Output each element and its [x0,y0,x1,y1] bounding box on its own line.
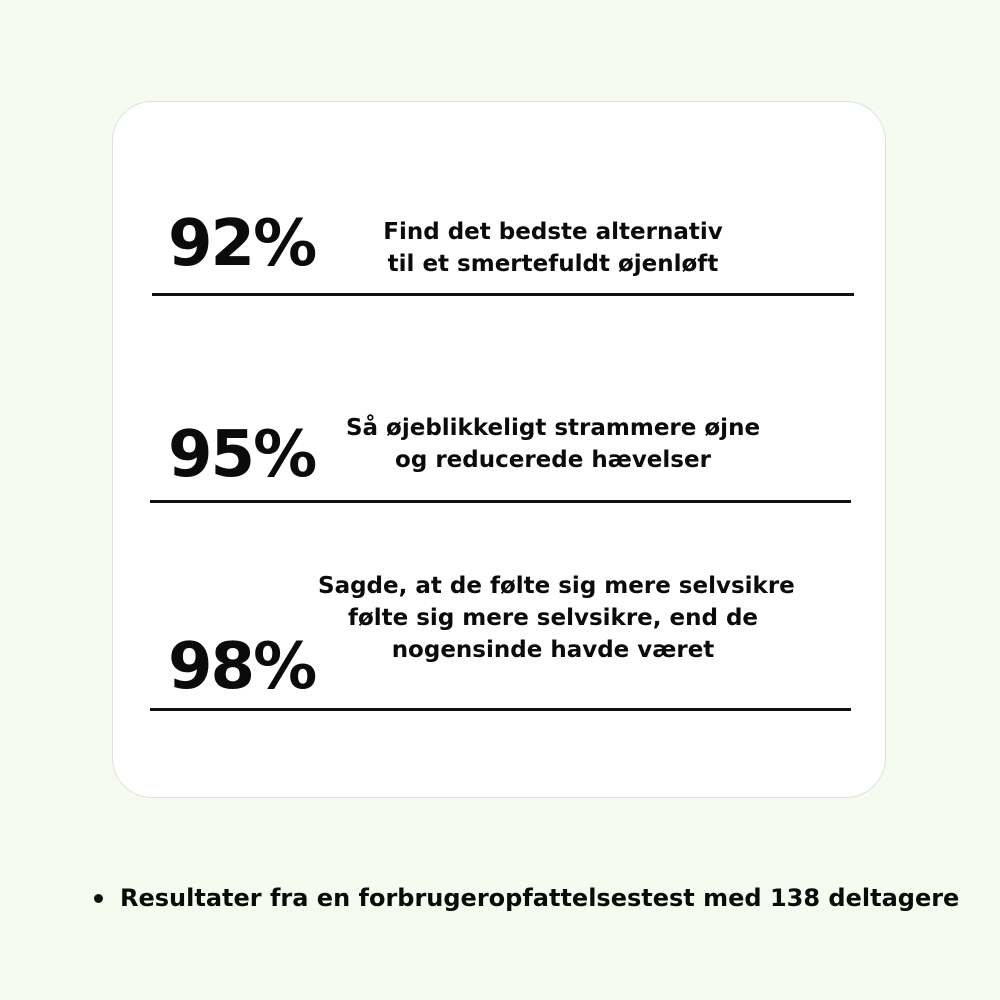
stat-2-percentage: 95% [168,418,316,492]
stat-1-description [318,216,788,280]
stat-2-divider [150,500,851,503]
stat-1-percentage: 92% [168,207,316,281]
stat-3-percentage: 98% [168,630,316,704]
stats-card [112,101,886,798]
footnote-text: Resultater fra en forbrugeropfattelsestest med 138 deltagere [120,884,960,912]
stat-3-line-3: nogensinde havde været [391,637,715,664]
stat-2-line-2: og reducerede hævelser [395,447,711,474]
stat-3-description [318,570,795,667]
footnote [94,884,959,912]
stat-3-divider [150,708,851,711]
stat-1-line-2: til et smertefuldt øjenløft [387,251,719,278]
bullet-icon [94,894,103,903]
stat-2-line-1: Så øjeblikkeligt strammere øjne [345,415,761,441]
stat-2-description [318,412,788,476]
stat-1-line-1: Find det bedste alternativ [383,219,723,245]
stat-3-line-2: følte sig mere selvsikre, end de [347,605,759,632]
stat-3-line-1: Sagde, at de følte sig mere selvsikre [318,573,795,599]
stat-1-divider [152,293,854,296]
